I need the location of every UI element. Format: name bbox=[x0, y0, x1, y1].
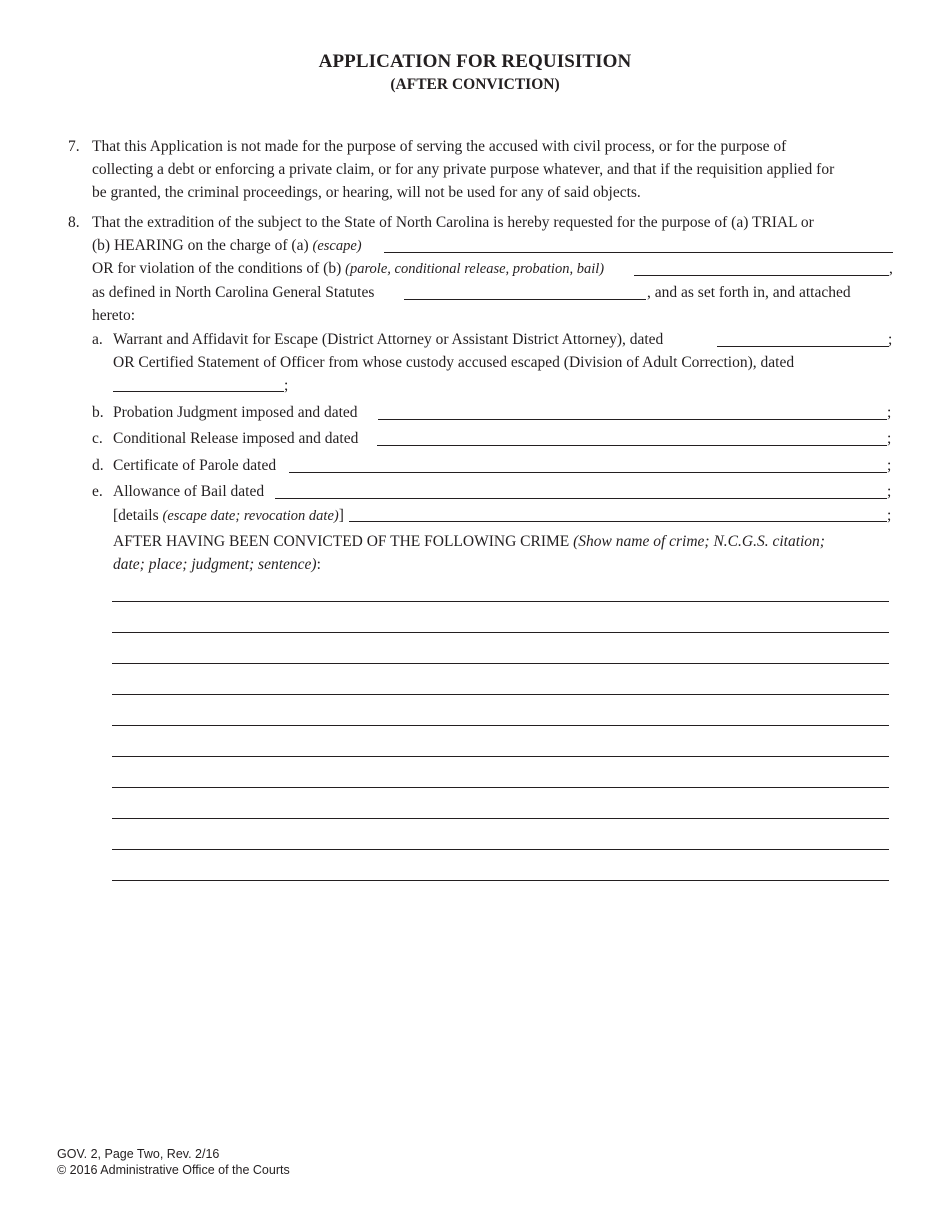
sub-c-letter: c. bbox=[92, 430, 103, 447]
violation-label: OR for violation of the conditions of (b) bbox=[92, 260, 342, 277]
probation-judgment-label: Probation Judgment imposed and dated bbox=[113, 404, 358, 421]
crime-line[interactable] bbox=[112, 632, 889, 633]
details-hint: (escape date; revocation date) bbox=[162, 508, 339, 524]
escape-charge-field[interactable] bbox=[384, 252, 893, 253]
crime-statement-line-1 bbox=[113, 532, 825, 552]
crime-colon: : bbox=[316, 556, 321, 573]
hereto-label: hereto: bbox=[92, 307, 136, 324]
details-end: ; bbox=[887, 507, 892, 524]
sub-c-end: ; bbox=[887, 430, 892, 447]
sub-a-letter: a. bbox=[92, 331, 103, 348]
statutes-line-end: , and as set forth in, and attached bbox=[647, 284, 851, 301]
escape-hint: (escape) bbox=[312, 238, 362, 254]
item-8-line-2 bbox=[92, 236, 362, 256]
warrant-affidavit-label: Warrant and Affidavit for Escape (District Attorney or Assistant District Attorney), dated bbox=[113, 331, 664, 348]
footer-form-id: GOV. 2, Page Two, Rev. 2/16 bbox=[57, 1147, 220, 1161]
sub-b-letter: b. bbox=[92, 404, 104, 421]
details-field[interactable] bbox=[349, 521, 887, 522]
item-7-number: 7. bbox=[68, 138, 80, 155]
sub-e-end: ; bbox=[887, 483, 892, 500]
sub-d-letter: d. bbox=[92, 457, 104, 474]
certificate-parole-label: Certificate of Parole dated bbox=[113, 457, 277, 474]
item-7-line-1: That this Application is not made for the purpose of serving the accused with civil process, or for the purpose of bbox=[92, 138, 787, 155]
general-statutes-field[interactable] bbox=[404, 299, 646, 300]
charge-label: (b) HEARING on the charge of (a) bbox=[92, 237, 309, 254]
crime-line[interactable] bbox=[112, 725, 889, 726]
crime-hint-2: date; place; judgment; sentence) bbox=[113, 556, 317, 573]
item-7-line-2: collecting a debt or enforcing a private claim, or for any private purpose whatever, and that if the requisition applied for bbox=[92, 161, 835, 178]
sub-a-line-3-end: ; bbox=[284, 377, 289, 394]
crime-statement-line-2 bbox=[113, 555, 321, 575]
footer-copyright: © 2016 Administrative Office of the Courts bbox=[57, 1163, 290, 1177]
warrant-date-field[interactable] bbox=[717, 346, 889, 347]
certified-statement-date-field[interactable] bbox=[113, 391, 284, 392]
sub-b-end: ; bbox=[887, 404, 892, 421]
sub-e-letter: e. bbox=[92, 483, 103, 500]
item-7-line-3: be granted, the criminal proceedings, or hearing, will not be used for any of said objects. bbox=[92, 184, 641, 201]
crime-line[interactable] bbox=[112, 880, 889, 881]
allowance-bail-field[interactable] bbox=[275, 498, 887, 499]
crime-label: AFTER HAVING BEEN CONVICTED OF THE FOLLOWING CRIME bbox=[113, 533, 570, 550]
crime-line[interactable] bbox=[112, 787, 889, 788]
certified-statement-label: OR Certified Statement of Officer from whose custody accused escaped (Division of Adult Correction), dated bbox=[113, 354, 795, 371]
statutes-label: as defined in North Carolina General Statutes bbox=[92, 284, 375, 301]
form-subtitle: (AFTER CONVICTION) bbox=[390, 76, 560, 93]
sub-d-end: ; bbox=[887, 457, 892, 474]
form-title: APPLICATION FOR REQUISITION bbox=[318, 51, 632, 72]
allowance-bail-label: Allowance of Bail dated bbox=[113, 483, 265, 500]
probation-judgment-field[interactable] bbox=[378, 419, 887, 420]
conditional-release-field[interactable] bbox=[377, 445, 887, 446]
item-8-line-1: That the extradition of the subject to the State of North Carolina is hereby requested for the purpose of (a) TRIAL or bbox=[92, 214, 814, 231]
details-open: [details bbox=[113, 507, 159, 524]
violation-conditions-field[interactable] bbox=[634, 275, 889, 276]
details-label bbox=[113, 506, 344, 526]
certificate-parole-field[interactable] bbox=[289, 472, 887, 473]
violation-hint: (parole, conditional release, probation, bail) bbox=[345, 261, 605, 277]
details-close: ] bbox=[338, 507, 344, 524]
crime-line[interactable] bbox=[112, 601, 889, 602]
violation-line-comma: , bbox=[889, 260, 893, 277]
item-8-line-3 bbox=[92, 259, 604, 279]
crime-line[interactable] bbox=[112, 663, 889, 664]
crime-line[interactable] bbox=[112, 849, 889, 850]
item-8-number: 8. bbox=[68, 214, 80, 231]
conditional-release-label: Conditional Release imposed and dated bbox=[113, 430, 359, 447]
sub-a-line-1-end: ; bbox=[888, 331, 893, 348]
crime-line[interactable] bbox=[112, 756, 889, 757]
crime-line[interactable] bbox=[112, 694, 889, 695]
crime-hint-1: (Show name of crime; N.C.G.S. citation; bbox=[573, 533, 825, 550]
crime-line[interactable] bbox=[112, 818, 889, 819]
